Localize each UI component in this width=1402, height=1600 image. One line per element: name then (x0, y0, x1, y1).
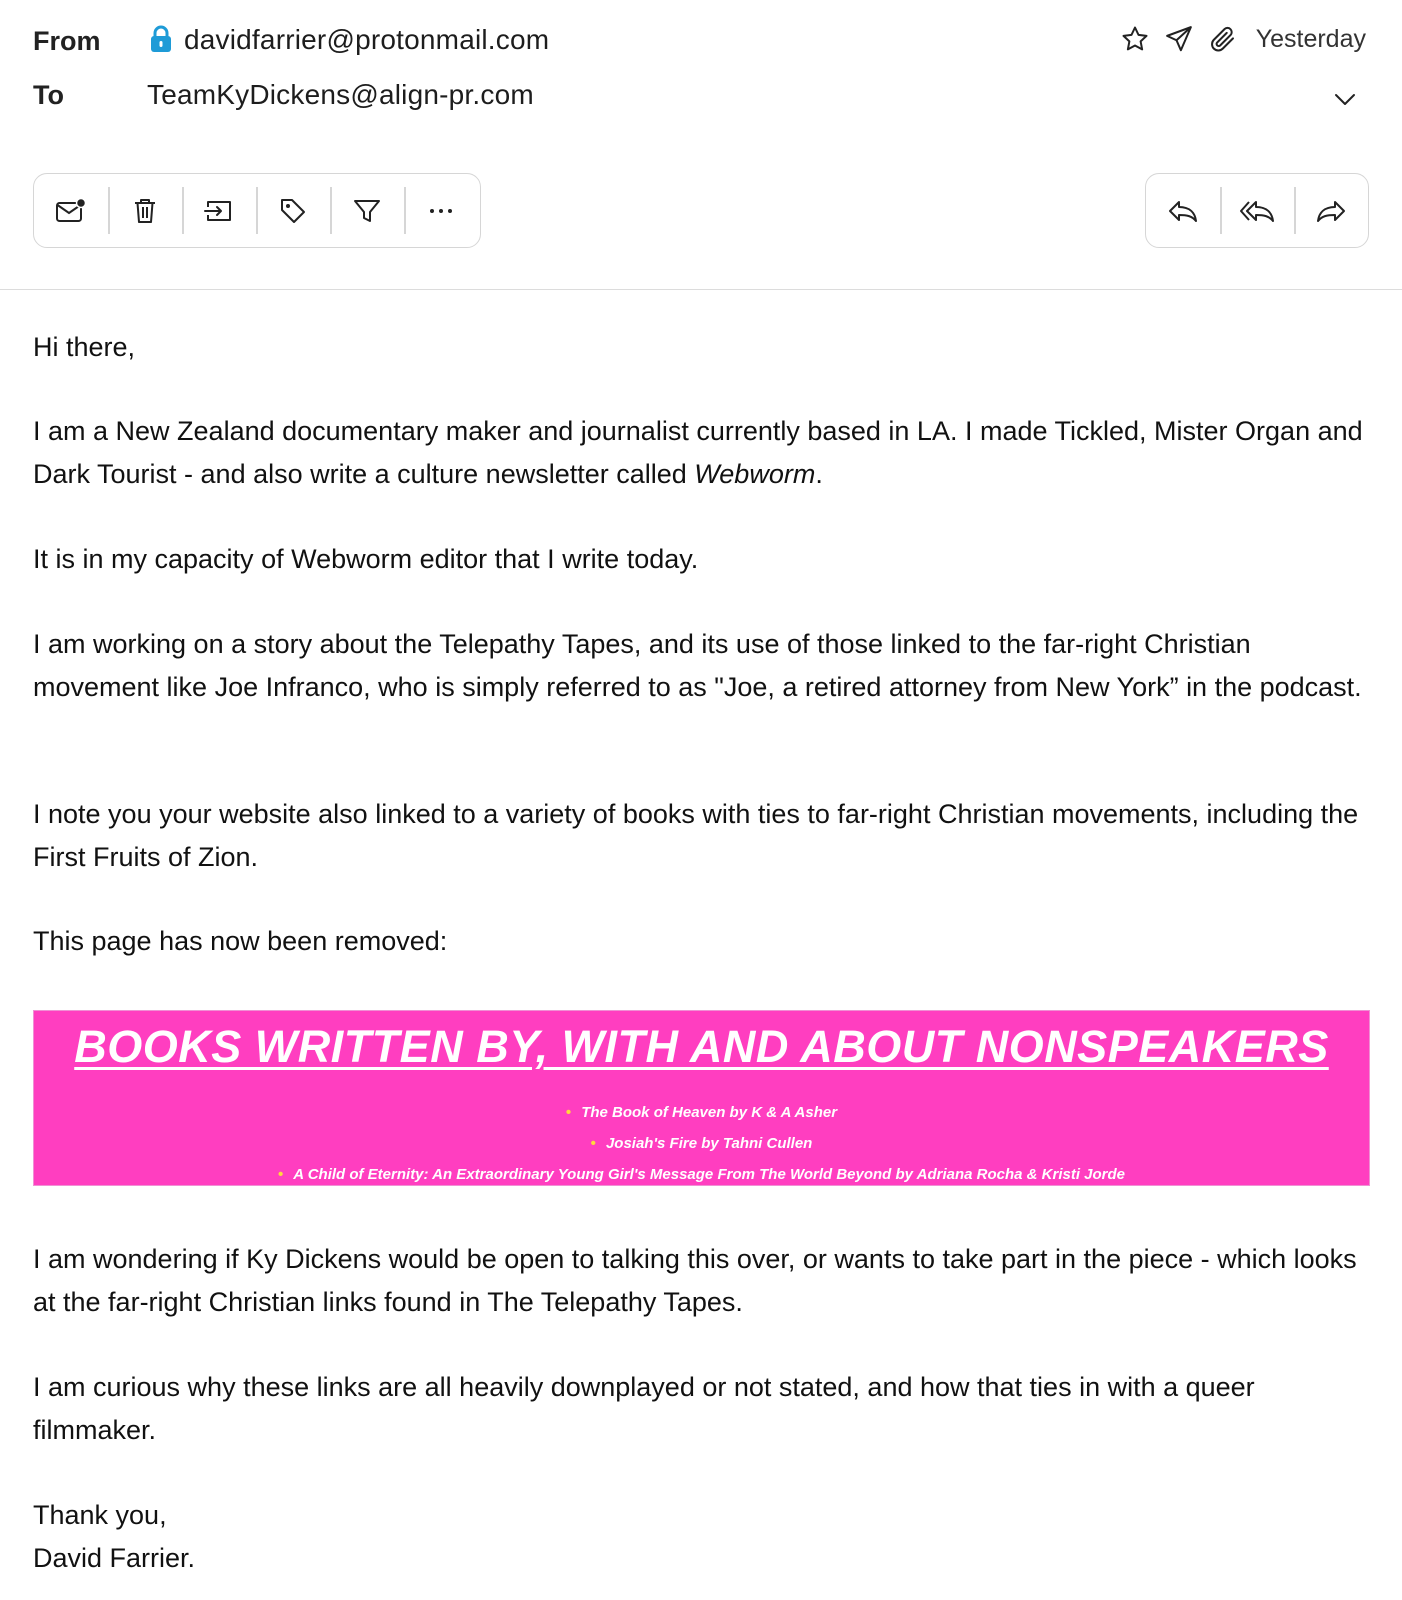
newsletter-name: Webworm (694, 459, 816, 489)
message-paragraph-4 (33, 793, 1373, 879)
label-icon (278, 196, 308, 226)
move-to-folder-button[interactable] (182, 174, 256, 247)
message-paragraph-2 (33, 538, 1373, 581)
mark-unread-button[interactable] (34, 174, 108, 247)
message-paragraph-1 (33, 410, 1373, 496)
signoff: Thank you, (33, 1500, 167, 1530)
to-label: To (33, 80, 64, 110)
from-label: From (33, 26, 101, 56)
more-button[interactable] (404, 174, 478, 247)
message-header (0, 0, 1402, 290)
paragraph-4: I note you your website also linked to a variety of books with ties to far-right Christian movements, including the First Fruits of Zion. (33, 799, 1359, 872)
more-icon (426, 196, 456, 226)
embedded-screenshot-banner (33, 1010, 1370, 1186)
paragraph-6: I am wondering if Ky Dickens would be open to talking this over, or wants to take part in the piece - which looks at the far-right Christian links found in The Telepathy Tapes. (33, 1244, 1357, 1317)
paragraph-3: I am working on a story about the Telepathy Tapes, and its use of those linked to the far-right Christian movement like Joe Infranco, who is simply referred to as "Joe, a retired attorney from New York” in the podcast. (33, 629, 1362, 702)
attachment-icon (1206, 22, 1240, 56)
filter-button[interactable] (330, 174, 404, 247)
mark-unread-icon (54, 196, 88, 226)
star-icon[interactable] (1118, 22, 1152, 56)
move-to-folder-icon (203, 196, 235, 226)
bullet-icon: • (590, 1135, 596, 1152)
message-signoff (33, 1494, 1373, 1580)
message-actions-toolbar (33, 173, 481, 248)
trash-icon (130, 196, 160, 226)
message-paragraph-7 (33, 1366, 1373, 1452)
paragraph-5: This page has now been removed: (33, 926, 448, 956)
reply-icon (1167, 196, 1199, 226)
from-address[interactable]: davidfarrier@protonmail.com (184, 24, 550, 55)
message-meta (1118, 22, 1366, 56)
book-list (34, 1097, 1369, 1190)
paragraph-7: I am curious why these links are all heavily downplayed or not stated, and how that ties in with a queer filmmaker. (33, 1372, 1255, 1445)
greeting: Hi there, (33, 332, 136, 362)
message-paragraph-3 (33, 623, 1373, 709)
message-paragraph-5 (33, 920, 1373, 963)
reply-all-button[interactable] (1220, 174, 1294, 247)
book-item: • A Child of Eternity: An Extraordinary Young Girl's Message From The World Beyond by Adriana Rocha & Kristi Jorde (277, 1166, 1126, 1183)
label-button[interactable] (256, 174, 330, 247)
message-date: Yesterday (1255, 24, 1366, 53)
message-greeting (33, 326, 1373, 369)
sent-icon (1162, 22, 1196, 56)
filter-icon (352, 196, 382, 226)
signature: David Farrier. (33, 1543, 196, 1573)
message-paragraph-6 (33, 1238, 1373, 1324)
forward-button[interactable] (1294, 174, 1368, 247)
book-item: • The Book of Heaven by K & A Asher (565, 1104, 838, 1121)
chevron-down-icon[interactable] (1330, 84, 1360, 114)
bullet-icon: • (277, 1166, 284, 1183)
paragraph-2: It is in my capacity of Webworm editor that I write today. (33, 544, 699, 574)
forward-icon (1315, 196, 1347, 226)
banner-title: BOOKS WRITTEN BY, WITH AND ABOUT NONSPEAKERS (74, 1021, 1329, 1072)
bullet-icon: • (565, 1104, 572, 1121)
reply-button[interactable] (1146, 174, 1220, 247)
to-address[interactable]: TeamKyDickens@align-pr.com (147, 79, 534, 110)
reply-actions-toolbar (1145, 173, 1369, 248)
reply-all-icon (1239, 196, 1275, 226)
intro-end: . (815, 459, 823, 489)
book-item: • Josiah's Fire by Tahni Cullen (590, 1135, 813, 1152)
lock-icon (148, 24, 174, 54)
delete-button[interactable] (108, 174, 182, 247)
intro-text: I am a New Zealand documentary maker and journalist currently based in LA. I made Tickled, Mister Organ and Dark Tourist - and also write a culture newsletter called (33, 416, 1363, 489)
